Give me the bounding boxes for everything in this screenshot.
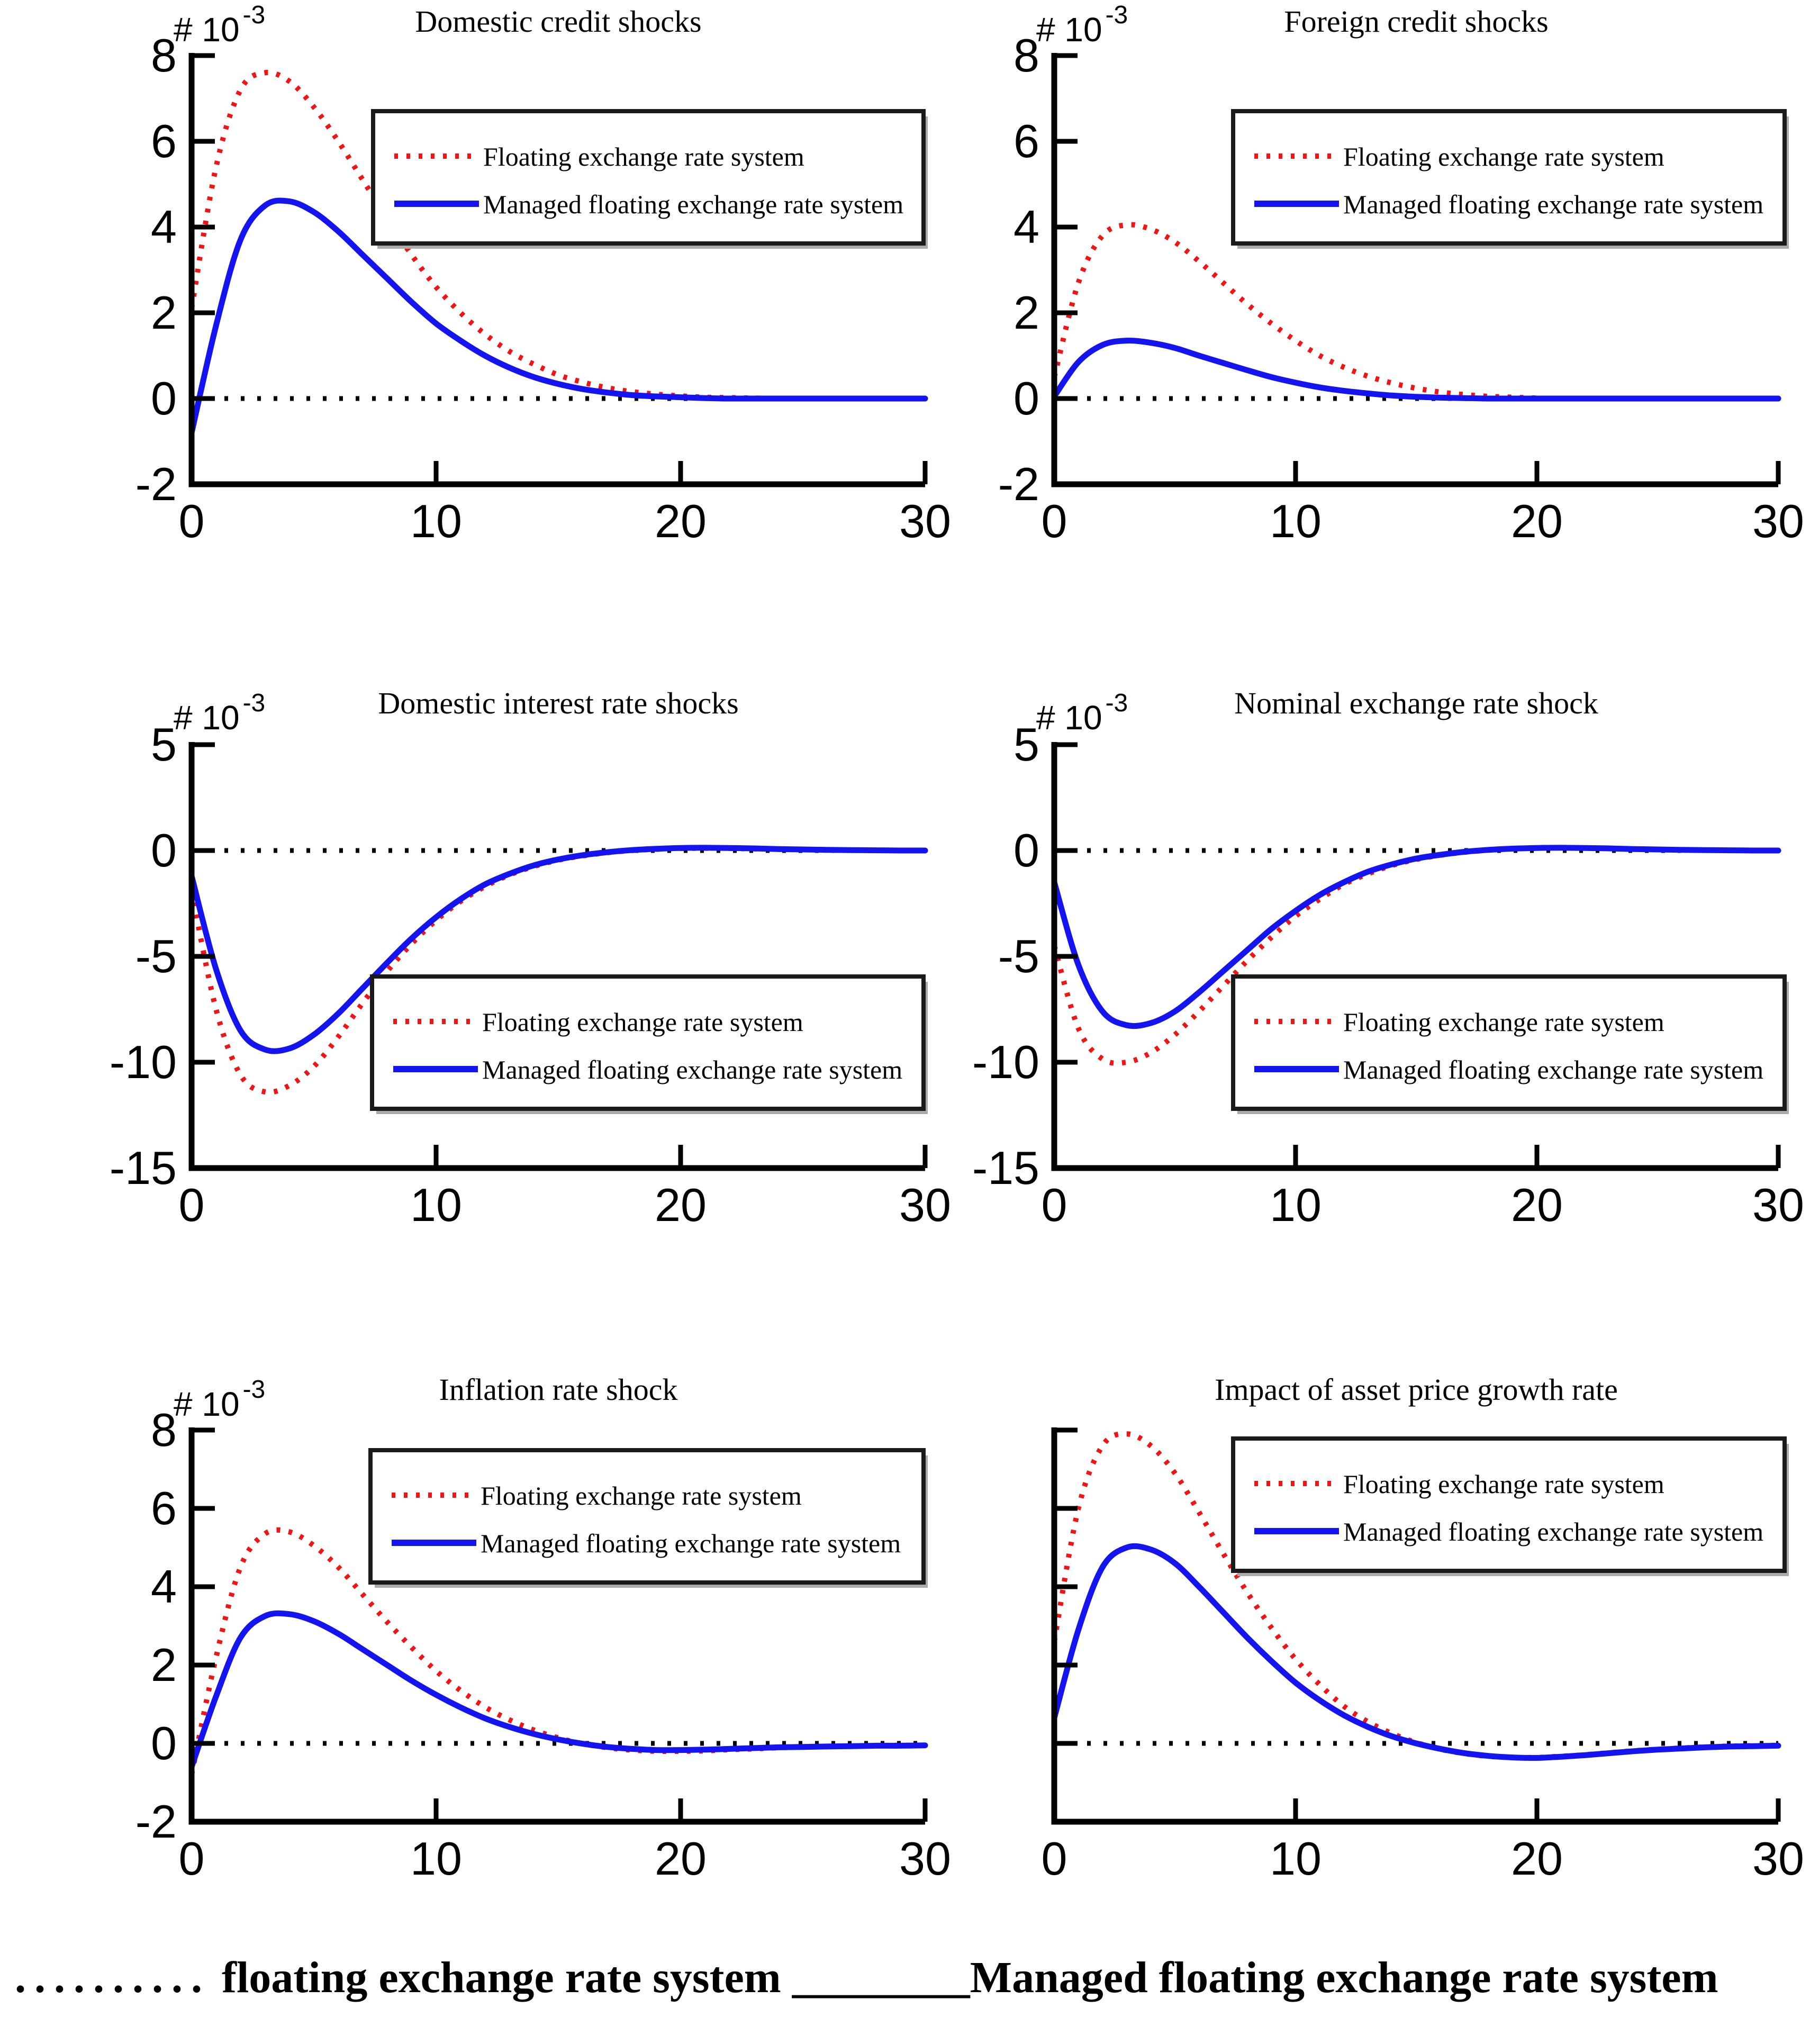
series-managed-curve — [1054, 341, 1778, 399]
y-tick-label: 0 — [151, 1717, 177, 1769]
panel-title: Nominal exchange rate shock — [1234, 686, 1598, 720]
figure-caption — [15, 1952, 1809, 2003]
legend-floating-label: Floating exchange rate system — [482, 1007, 803, 1037]
x-tick-label: 20 — [1511, 1832, 1563, 1885]
legend-managed-label: Managed floating exchange rate system — [1343, 189, 1764, 219]
y-tick-label: 6 — [151, 1482, 177, 1534]
y-tick-label: -10 — [109, 1036, 177, 1088]
x-tick-label: 20 — [1511, 1179, 1563, 1231]
legend-managed-label: Managed floating exchange rate system — [483, 189, 904, 219]
series-managed-curve — [192, 1613, 925, 1767]
y-tick-label: 0 — [1013, 372, 1039, 424]
x-tick-label: 0 — [178, 495, 205, 547]
y-tick-label: 4 — [1013, 201, 1039, 253]
x-tick-label: 20 — [655, 495, 707, 547]
panel-domestic-credit-shocks — [135, 1, 951, 547]
legend-floating-label: Floating exchange rate system — [483, 142, 804, 171]
x-tick-label: 30 — [1752, 495, 1804, 547]
x-tick-label: 0 — [1041, 1179, 1067, 1231]
x-tick-label: 0 — [1041, 1832, 1067, 1885]
legend-floating-label: Floating exchange rate system — [1343, 1007, 1664, 1037]
x-tick-label: 10 — [1270, 1832, 1322, 1885]
panel-title: Impact of asset price growth rate — [1215, 1372, 1618, 1407]
y-tick-label: 8 — [151, 29, 177, 82]
x-tick-label: 30 — [1752, 1832, 1804, 1885]
panel-title: Domestic interest rate shocks — [378, 686, 739, 720]
y-tick-label: 4 — [151, 201, 177, 253]
x-tick-label: 30 — [899, 1179, 951, 1231]
panel-title: Inflation rate shock — [439, 1372, 678, 1407]
y-scale-exponent-label: # 10 $^{-3}$ — [174, 1376, 266, 1423]
x-tick-label: 20 — [1511, 495, 1563, 547]
panel-inflation-rate-shock — [135, 1372, 951, 1885]
y-tick-label: -2 — [998, 458, 1039, 510]
legend-box — [1233, 976, 1785, 1109]
y-scale-exponent-label: # 10 $^{-3}$ — [174, 689, 266, 737]
y-tick-label: 5 — [1013, 718, 1039, 771]
legend-managed-label: Managed floating exchange rate system — [481, 1529, 901, 1558]
y-tick-label: 4 — [151, 1560, 177, 1613]
legend-managed-label: Managed floating exchange rate system — [482, 1055, 903, 1084]
x-tick-label: 10 — [1270, 495, 1322, 547]
legend-box — [372, 976, 924, 1109]
x-tick-label: 0 — [1041, 495, 1067, 547]
x-tick-label: 30 — [899, 495, 951, 547]
y-tick-label: 0 — [151, 824, 177, 876]
x-tick-label: 10 — [410, 1179, 462, 1231]
y-scale-exponent-label: # 10 $^{-3}$ — [1036, 689, 1128, 737]
panel-domestic-interest-rate-shocks — [110, 686, 951, 1231]
legend — [1233, 976, 1789, 1114]
x-tick-label: 10 — [410, 495, 462, 547]
caption-solid-sample: ________ — [792, 1953, 970, 2002]
legend-box — [370, 1450, 924, 1582]
panel-title: Domestic credit shocks — [415, 4, 702, 39]
y-tick-label: -15 — [109, 1142, 177, 1194]
series-managed-curve — [1054, 1546, 1778, 1758]
panel-title: Foreign credit shocks — [1284, 4, 1549, 39]
legend-box — [1233, 111, 1785, 243]
caption-dotted-sample: .......... — [15, 1953, 211, 2002]
y-tick-label: -5 — [135, 930, 177, 982]
y-scale-exponent-label: # 10 $^{-3}$ — [1036, 1, 1128, 49]
legend — [372, 976, 928, 1114]
x-tick-label: 0 — [178, 1832, 205, 1885]
legend — [1233, 1439, 1789, 1576]
legend — [1233, 111, 1789, 249]
legend — [373, 111, 928, 249]
x-tick-label: 30 — [1752, 1179, 1804, 1231]
y-tick-label: 6 — [151, 115, 177, 167]
x-tick-label: 10 — [1270, 1179, 1322, 1231]
y-tick-label: 6 — [1013, 115, 1039, 167]
y-tick-label: 5 — [151, 718, 177, 771]
y-tick-label: -2 — [135, 1795, 177, 1848]
x-tick-label: 30 — [899, 1832, 951, 1885]
y-tick-label: -10 — [972, 1036, 1039, 1088]
x-tick-label: 20 — [655, 1832, 707, 1885]
panel-foreign-credit-shocks — [998, 1, 1804, 547]
legend — [370, 1450, 928, 1588]
caption-managed-label: Managed floating exchange rate system — [970, 1953, 1718, 2002]
y-tick-label: -15 — [972, 1142, 1039, 1194]
caption-floating-label: floating exchange rate system — [211, 1953, 792, 2002]
x-tick-label: 0 — [178, 1179, 205, 1231]
legend-floating-label: Floating exchange rate system — [481, 1481, 802, 1511]
x-tick-label: 10 — [410, 1832, 462, 1885]
legend-managed-label: Managed floating exchange rate system — [1343, 1517, 1764, 1546]
x-tick-label: 20 — [655, 1179, 707, 1231]
panel-impact-of-asset-price-growth-rate — [1042, 1372, 1804, 1885]
legend-floating-label: Floating exchange rate system — [1343, 1469, 1664, 1499]
legend-floating-label: Floating exchange rate system — [1343, 142, 1664, 171]
y-tick-label: 8 — [151, 1404, 177, 1456]
y-tick-label: -2 — [135, 458, 177, 510]
series-floating-curve — [1054, 224, 1778, 399]
y-tick-label: -5 — [998, 930, 1039, 982]
y-tick-label: 2 — [1013, 286, 1039, 339]
y-tick-label: 0 — [1013, 824, 1039, 876]
legend-managed-label: Managed floating exchange rate system — [1343, 1055, 1764, 1084]
panel-nominal-exchange-rate-shock — [972, 686, 1804, 1231]
y-tick-label: 0 — [151, 372, 177, 424]
legend-box — [1233, 1439, 1785, 1571]
legend-box — [373, 111, 924, 243]
y-scale-exponent-label: # 10 $^{-3}$ — [174, 1, 266, 49]
y-tick-label: 8 — [1013, 29, 1039, 82]
y-tick-label: 2 — [151, 1639, 177, 1691]
y-tick-label: 2 — [151, 286, 177, 339]
